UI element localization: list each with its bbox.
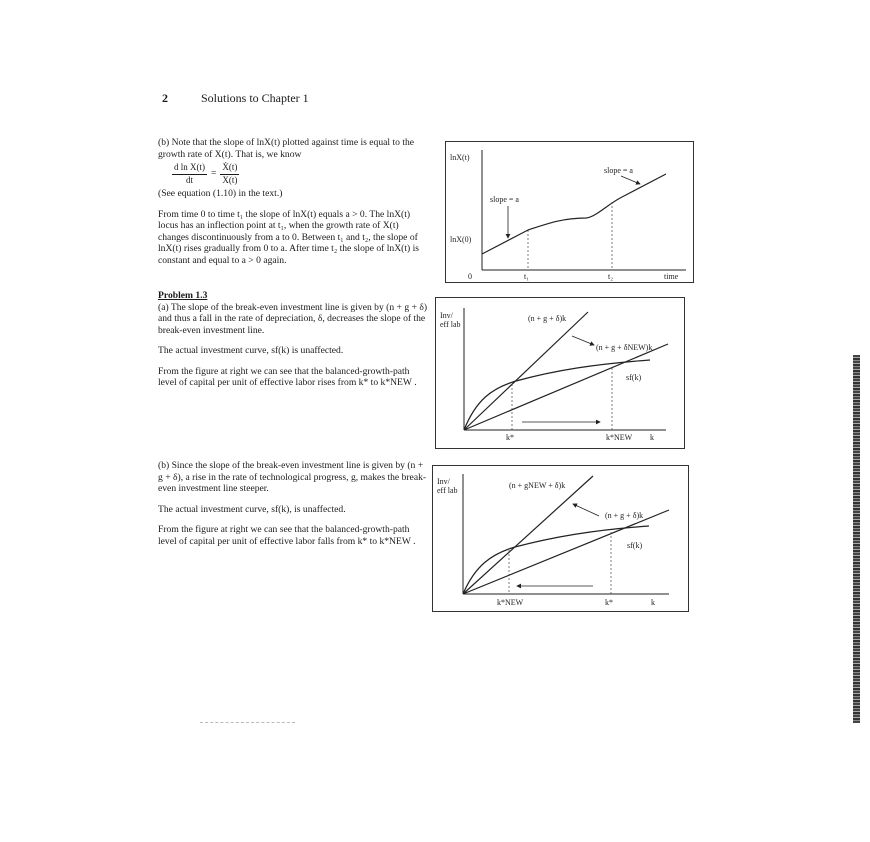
new-break-even-line: [464, 344, 668, 430]
new-line-label: (n + gNEW + δ)k: [509, 481, 566, 490]
intro-paragraph: (b) Note that the slope of lnX(t) plotted against time is equal to the growth rate of X(t). That is, we know: [158, 137, 415, 160]
equation-reference: (See equation (1.10) in the text.): [158, 188, 283, 199]
rhs-numerator: Ẋ(t): [220, 162, 239, 175]
kstar-label: k*: [605, 598, 613, 607]
old-line-label: (n + g + δ)k: [605, 511, 644, 520]
footer-rule: [200, 722, 295, 723]
y-axis-label-1: Inv/: [437, 477, 450, 486]
t1-label: t₁: [524, 272, 530, 281]
problem-1-3-b-text: [158, 460, 430, 556]
slope-label-1: slope = a: [490, 195, 519, 204]
problem-heading: Problem 1.3: [158, 290, 208, 301]
old-break-even-line: [463, 510, 669, 594]
slope-label-2: slope = a: [604, 166, 633, 175]
scan-binding-edge: [853, 355, 860, 723]
part-b-paragraph-1: (b) Since the slope of the break-even investment line is given by (n + g + δ), a rise in the rate of technological progress, g, makes the break-even investment line steeper.: [158, 460, 427, 494]
x-axis-label: k: [651, 598, 655, 607]
y-axis-label: lnX(t): [450, 153, 470, 162]
running-header: [162, 91, 309, 106]
part-b-paragraph-2: The actual investment curve, sf(k), is unaffected.: [158, 503, 346, 515]
problem-1-3-a-text: [158, 290, 430, 398]
y-axis-label-2: eff lab: [440, 320, 461, 329]
lhs-numerator: d ln X(t): [172, 162, 207, 175]
tech-progress-rise-figure: [432, 465, 689, 612]
part-a-paragraph-3: From the figure at right we can see that the balanced-growth-path level of capital per unit of effective labor rises from k* to k*NEW .: [158, 365, 417, 388]
rotation-arrow: [573, 504, 599, 516]
y-axis-label-1: Inv/: [440, 311, 453, 320]
curve-label: sf(k): [626, 373, 642, 382]
page-number: 2: [162, 91, 168, 105]
x-axis-label: k: [650, 433, 654, 442]
part-a-paragraph-1: (a) The slope of the break-even investment line is given by (n + g + δ) and thus a fall in the rate of depreciation, δ, decreases the slope of the break-even investment line.: [158, 301, 428, 336]
curve-label: sf(k): [627, 541, 643, 550]
t2-label: t₂: [608, 272, 614, 281]
knew-label: k*NEW: [497, 598, 524, 607]
rhs-denominator: X(t): [222, 174, 238, 185]
equals-sign: =: [211, 168, 217, 180]
sf-k-curve: [464, 360, 650, 430]
lhs-denominator: dt: [185, 174, 193, 185]
rhs-fraction: [220, 162, 239, 186]
lnx-time-figure: [445, 141, 694, 283]
old-break-even-line: [464, 312, 588, 430]
y-axis-label-2: eff lab: [437, 486, 458, 495]
slope-paragraph: From time 0 to time t₁ the slope of lnX(t) equals a > 0. The lnX(t) locus has an inflection point at t₁, when the growth rate of X(t) changes discontinuously from a to 0. Between t₁ and t₂, the slope of lnX(t) rises gradually from 0 to a. After time t₂ the slope of lnX(t) is constant and equal to a > 0 again.: [158, 208, 419, 266]
part-b-paragraph-3: From the figure at right we can see that the balanced-growth-path level of capital per unit of effective labor falls from k* to k*NEW .: [158, 524, 416, 547]
depreciation-fall-figure: [435, 297, 685, 449]
x-axis-label: time: [664, 272, 679, 281]
section-b-text: [158, 137, 430, 275]
rotation-arrow: [572, 336, 594, 345]
lhs-fraction: [172, 162, 207, 186]
sf-k-curve: [463, 526, 649, 594]
part-a-paragraph-2: The actual investment curve, sf(k) is unaffected.: [158, 345, 344, 356]
x-origin-label: 0: [468, 272, 472, 281]
lnx-locus: [482, 174, 666, 254]
slope-arrow-2: [621, 176, 640, 184]
old-line-label: (n + g + δ)k: [528, 314, 567, 323]
y-intercept-label: lnX(0): [450, 235, 472, 244]
knew-label: k*NEW: [606, 433, 633, 442]
kstar-label: k*: [506, 433, 514, 442]
running-title: Solutions to Chapter 1: [201, 91, 309, 105]
new-line-label: (n + g + δNEW)k: [596, 343, 653, 352]
growth-rate-equation: [158, 162, 430, 186]
